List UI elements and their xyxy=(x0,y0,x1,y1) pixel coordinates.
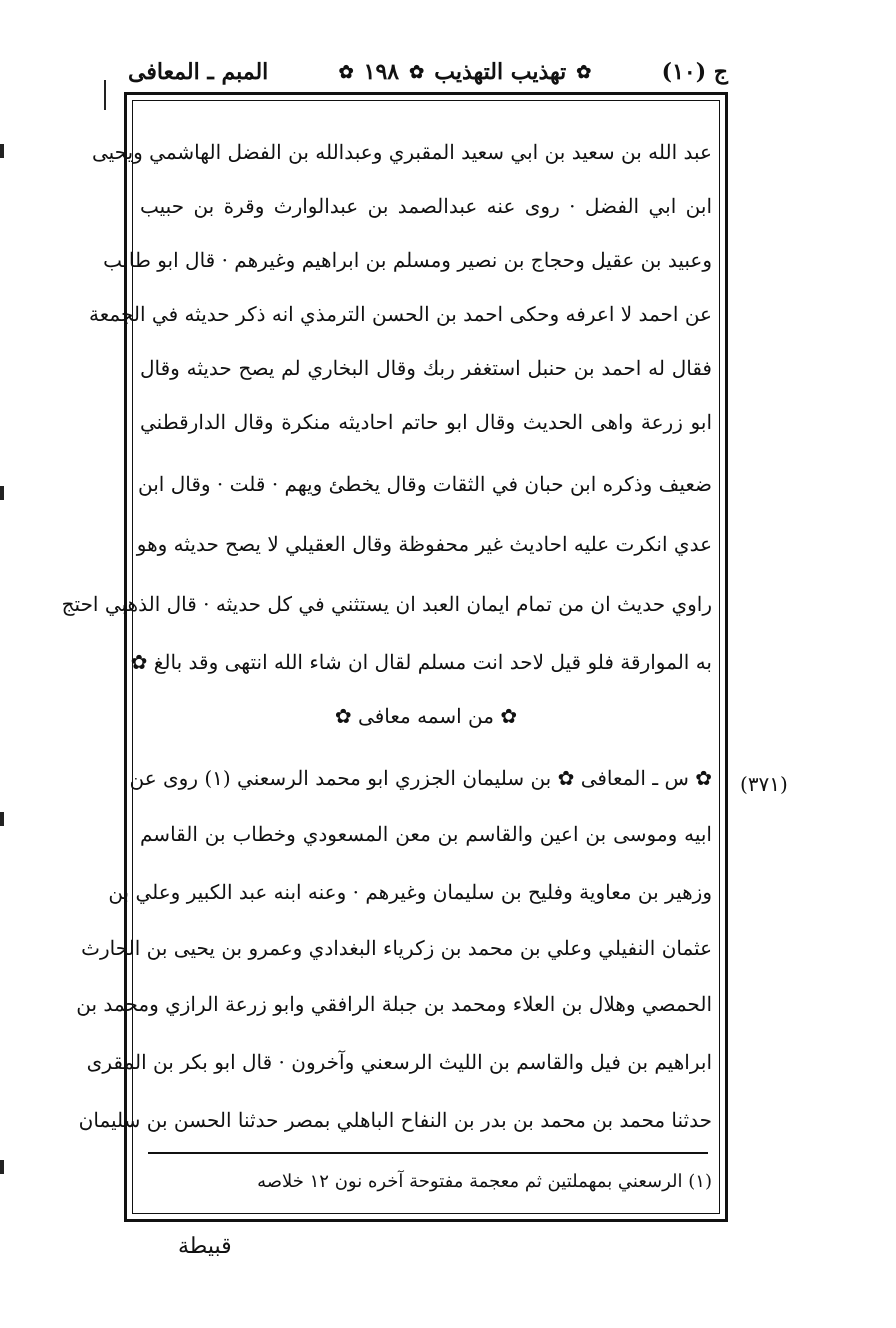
text-line: به الموارقة فلو قيل لاحد انت مسلم لقال ان شاء الله انتهى وقد بالغ ✿ xyxy=(130,650,712,674)
header-section: المبم ـ المعافى xyxy=(128,59,269,85)
text-line: ابو زرعة واهى الحديث وقال ابو حاتم احاديثه منكرة وقال الدارقطني xyxy=(140,410,712,434)
margin-mark xyxy=(104,80,106,110)
header-title-group xyxy=(339,59,592,85)
margin-mark xyxy=(0,144,4,158)
margin-mark xyxy=(0,486,4,500)
text-line: ضعيف وذكره ابن حبان في الثقات وقال يخطئ ويهم · قلت · وقال ابن xyxy=(138,472,712,496)
ornament-icon: ✿ xyxy=(338,61,354,83)
footnote-rule xyxy=(148,1152,708,1154)
entry-line: الحمصي وهلال بن العلاء ومحمد بن جبلة الرافقي وابو زرعة الرازي ومحمد بن xyxy=(76,992,712,1016)
text-line: عدي انكرت عليه احاديث غير محفوظة وقال العقيلي لا يصح حديثه وهو xyxy=(136,532,712,556)
header-volume: ج (١٠) xyxy=(661,59,728,85)
header-book-title: تهذيب التهذيب xyxy=(434,59,567,85)
text-line: ابن ابي الفضل · روى عنه عبدالصمد بن عبدالوارث وقرة بن حبيب xyxy=(140,194,712,218)
text-line: راوي حديث ان من تمام ايمان العبد ان يستثني في كل حديثه · قال الذهبي احتج xyxy=(61,592,712,616)
entry-line: ابراهيم بن فيل والقاسم بن الليث الرسعني وآخرون · قال ابو بكر بن المقرى xyxy=(86,1050,712,1074)
running-header xyxy=(128,52,728,92)
entry-line: حدثنا محمد بن محمد بن بدر بن النفاح الباهلي بمصر حدثنا الحسن بن سليمان xyxy=(78,1108,712,1132)
text-line: عبد الله بن سعيد بن ابي سعيد المقبري وعبدالله بن الفضل الهاشمي ويحيى xyxy=(91,140,712,164)
catchword: قبيطة xyxy=(178,1234,232,1259)
header-page-number: ١٩٨ xyxy=(363,59,400,85)
entry-number: (٣٧١) xyxy=(740,772,788,796)
entry-line: ✿ س ـ المعافى ✿ بن سليمان الجزري ابو محمد الرسعني (١) روى عن xyxy=(129,766,712,790)
entry-line: ابيه وموسى بن اعين والقاسم بن معن المسعودي وخطاب بن القاسم xyxy=(140,822,712,846)
footnote: (١) الرسعني بمهملتين ثم معجمة مفتوحة آخره نون ١٢ خلاصه xyxy=(257,1171,712,1192)
text-line: عن احمد لا اعرفه وحكى احمد بن الحسن الترمذي انه ذكر حديثه في الجمعة xyxy=(89,302,712,326)
margin-mark xyxy=(0,1160,4,1174)
entry-line: عثمان النفيلي وعلي بن محمد بن زكرياء البغدادي وعمرو بن يحيى بن الحارث xyxy=(81,936,712,960)
margin-mark xyxy=(0,812,4,826)
text-line: وعبيد بن عقيل وحجاج بن نصير ومسلم بن ابراهيم وغيرهم · قال ابو طالب xyxy=(103,248,712,272)
ornament-icon: ✿ xyxy=(576,61,592,83)
ornament-icon: ✿ xyxy=(409,61,425,83)
text-line: فقال له احمد بن حنبل استغفر ربك وقال البخاري لم يصح حديثه وقال xyxy=(140,356,712,380)
section-heading: ✿ من اسمه معافى ✿ xyxy=(334,704,518,728)
entry-line: وزهير بن معاوية وفليح بن سليمان وغيرهم · وعنه ابنه عبد الكبير وعلي بن xyxy=(108,880,712,904)
